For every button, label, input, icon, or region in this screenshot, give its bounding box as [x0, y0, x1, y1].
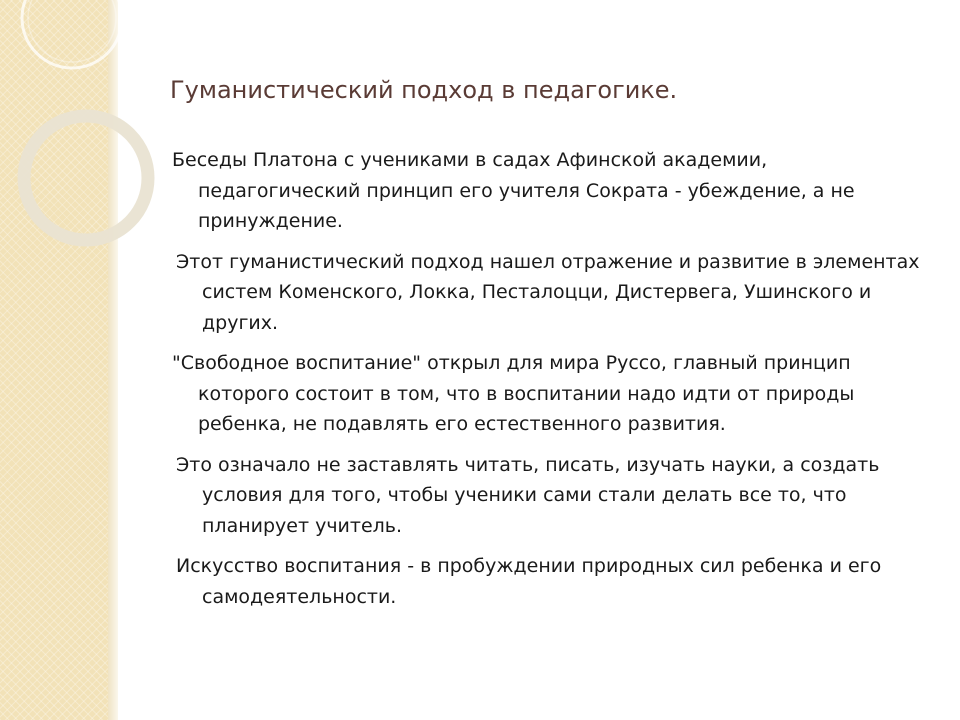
slide-body: [172, 145, 924, 622]
paragraph-plato: Беседы Платона с учениками в садах Афинской академии, педагогический принцип его учителя Сократа - убеждение, а не принуждение.: [172, 149, 855, 232]
upper-ring-icon: [22, 0, 122, 68]
paragraph-art-of-education: Искусство воспитания - в пробуждении природных сил ребенка и его самодеятельности.: [176, 555, 882, 608]
paragraph-humanistic-approach: Этот гуманистический подход нашел отражение и развитие в элементах систем Коменского, Локка, Песталоцци, Дистервега, Ушинского и других.: [176, 250, 920, 334]
decorative-rings-icon: [0, 0, 200, 300]
lower-ring-icon: [24, 116, 148, 240]
upper-inner-ring-icon: [28, 0, 116, 62]
paragraph-conditions: Это означало не заставлять читать, писать, изучать науки, а создать условия для того, чтобы ученики сами стали делать все то, что планирует учитель.: [176, 453, 880, 537]
paragraph-rousseau: "Свободное воспитание" открыл для мира Руссо, главный принцип которого состоит в том, что в воспитании надо идти от природы ребенка, не подавлять его естественного развития.: [172, 352, 855, 435]
slide-title: Гуманистический подход в педагогике.: [170, 76, 678, 104]
